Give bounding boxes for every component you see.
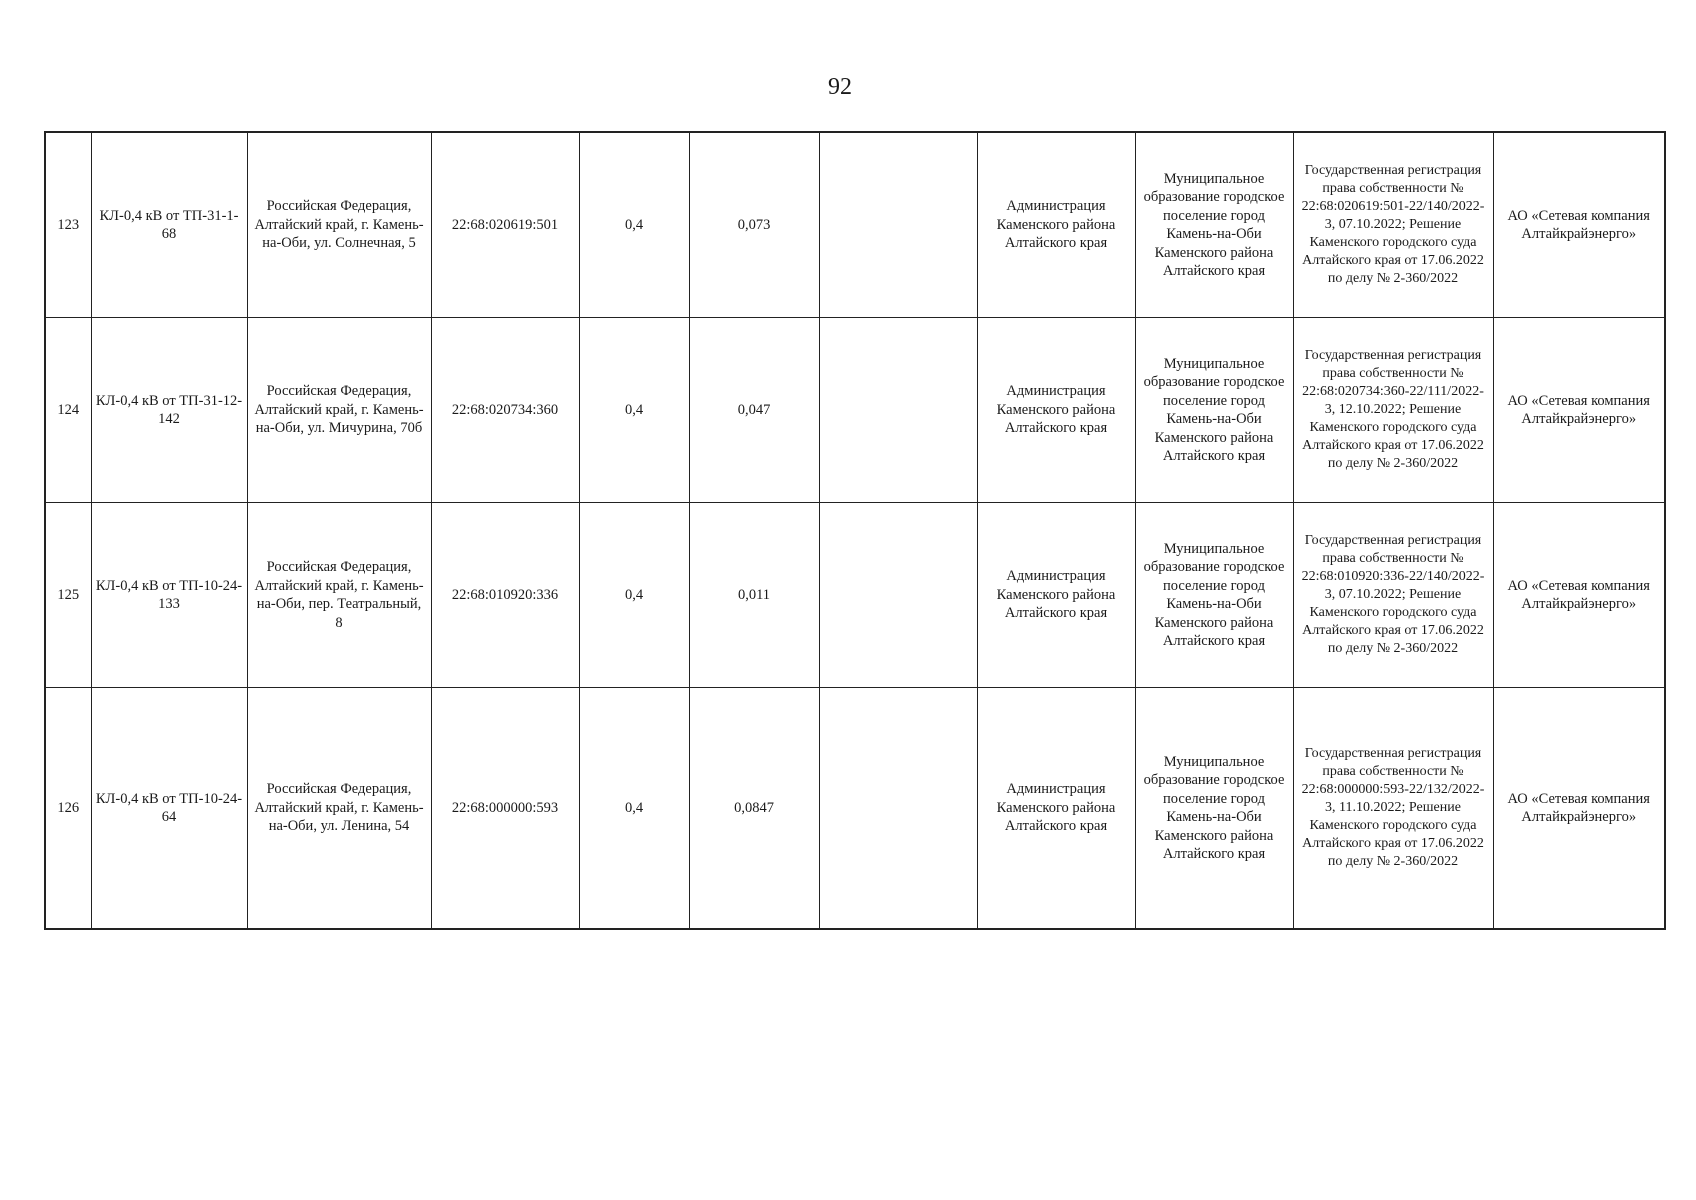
administration: Администрация Каменского района Алтайского края [977, 318, 1135, 503]
administration: Администрация Каменского района Алтайского края [977, 132, 1135, 318]
voltage-value: 0,4 [579, 318, 689, 503]
empty-cell [819, 688, 977, 930]
administration: Администрация Каменского района Алтайского края [977, 503, 1135, 688]
object-address: Российская Федерация, Алтайский край, г. Камень-на-Оби, ул. Солнечная, 5 [247, 132, 431, 318]
length-value: 0,073 [689, 132, 819, 318]
page-number: 92 [828, 74, 852, 100]
voltage-value: 0,4 [579, 503, 689, 688]
owner-company: АО «Сетевая компания Алтайкрайэнерго» [1493, 503, 1665, 688]
owner-company: АО «Сетевая компания Алтайкрайэнерго» [1493, 688, 1665, 930]
cadastral-number: 22:68:010920:336 [431, 503, 579, 688]
object-name: КЛ-0,4 кВ от ТП-31-12-142 [91, 318, 247, 503]
object-address: Российская Федерация, Алтайский край, г. Камень-на-Оби, ул. Ленина, 54 [247, 688, 431, 930]
row-number: 125 [45, 503, 91, 688]
owner-company: АО «Сетевая компания Алтайкрайэнерго» [1493, 318, 1665, 503]
registry-table [44, 131, 1666, 930]
row-number: 126 [45, 688, 91, 930]
registration-details: Государственная регистрация права собственности № 22:68:010920:336-22/140/2022-3, 07.10.2022; Решение Каменского городского суда Алтайского края от 17.06.2022 по делу № 2-360/2022 [1293, 503, 1493, 688]
table-row [45, 132, 1665, 318]
registration-details: Государственная регистрация права собственности № 22:68:000000:593-22/132/2022-3, 11.10.2022; Решение Каменского городского суда Алтайского края от 17.06.2022 по делу № 2-360/2022 [1293, 688, 1493, 930]
municipality: Муниципальное образование городское поселение город Камень-на-Оби Каменского района Алтайского края [1135, 503, 1293, 688]
table-row [45, 503, 1665, 688]
municipality: Муниципальное образование городское поселение город Камень-на-Оби Каменского района Алтайского края [1135, 318, 1293, 503]
length-value: 0,047 [689, 318, 819, 503]
cadastral-number: 22:68:020734:360 [431, 318, 579, 503]
table-row [45, 318, 1665, 503]
registration-details: Государственная регистрация права собственности № 22:68:020734:360-22/111/2022-3, 12.10.2022; Решение Каменского городского суда Алтайского края от 17.06.2022 по делу № 2-360/2022 [1293, 318, 1493, 503]
table-row [45, 688, 1665, 930]
registration-details: Государственная регистрация права собственности № 22:68:020619:501-22/140/2022-3, 07.10.2022; Решение Каменского городского суда Алтайского края от 17.06.2022 по делу № 2-360/2022 [1293, 132, 1493, 318]
owner-company: АО «Сетевая компания Алтайкрайэнерго» [1493, 132, 1665, 318]
cadastral-number: 22:68:000000:593 [431, 688, 579, 930]
municipality: Муниципальное образование городское поселение город Камень-на-Оби Каменского района Алтайского края [1135, 688, 1293, 930]
voltage-value: 0,4 [579, 688, 689, 930]
object-name: КЛ-0,4 кВ от ТП-10-24-64 [91, 688, 247, 930]
municipality: Муниципальное образование городское поселение город Камень-на-Оби Каменского района Алтайского края [1135, 132, 1293, 318]
object-name: КЛ-0,4 кВ от ТП-31-1-68 [91, 132, 247, 318]
row-number: 124 [45, 318, 91, 503]
voltage-value: 0,4 [579, 132, 689, 318]
empty-cell [819, 318, 977, 503]
cadastral-number: 22:68:020619:501 [431, 132, 579, 318]
row-number: 123 [45, 132, 91, 318]
empty-cell [819, 503, 977, 688]
object-address: Российская Федерация, Алтайский край, г. Камень-на-Оби, ул. Мичурина, 70б [247, 318, 431, 503]
administration: Администрация Каменского района Алтайского края [977, 688, 1135, 930]
object-address: Российская Федерация, Алтайский край, г. Камень-на-Оби, пер. Театральный, 8 [247, 503, 431, 688]
object-name: КЛ-0,4 кВ от ТП-10-24-133 [91, 503, 247, 688]
empty-cell [819, 132, 977, 318]
length-value: 0,011 [689, 503, 819, 688]
length-value: 0,0847 [689, 688, 819, 930]
